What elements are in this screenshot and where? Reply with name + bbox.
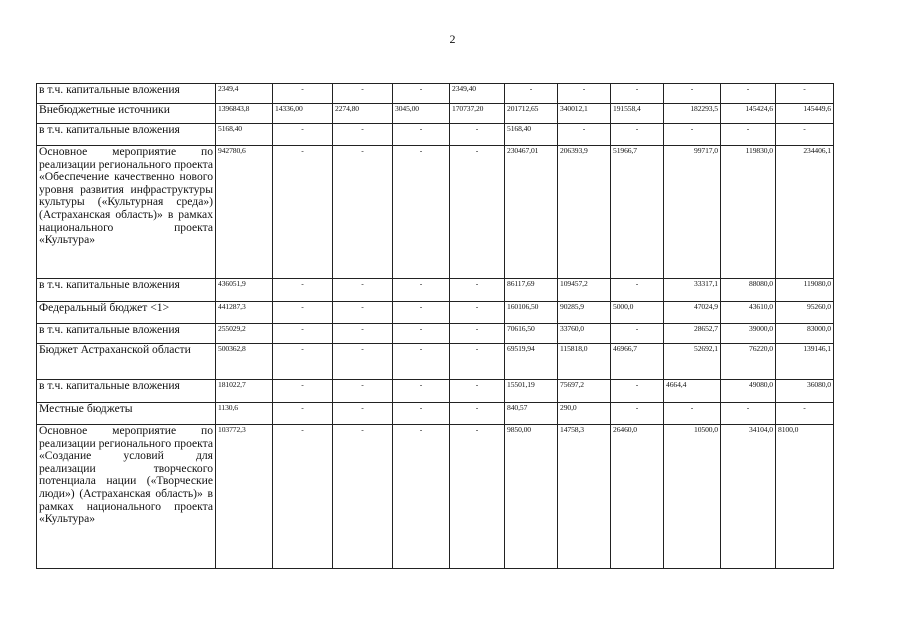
table-cell: - xyxy=(333,403,393,425)
table-cell: 14758,3 xyxy=(558,425,611,569)
table-cell: - xyxy=(611,124,664,146)
table-cell: - xyxy=(393,124,450,146)
table-cell: 255029,2 xyxy=(216,324,273,344)
table-cell: 942780,6 xyxy=(216,146,273,279)
table-cell: 2274,80 xyxy=(333,104,393,124)
table-cell: 1396843,8 xyxy=(216,104,273,124)
table-row xyxy=(37,324,834,344)
table-cell: 139146,1 xyxy=(776,344,834,380)
table-row xyxy=(37,425,834,569)
table-cell: 26460,0 xyxy=(611,425,664,569)
table-cell: - xyxy=(611,324,664,344)
table-cell: 33317,1 xyxy=(664,279,721,302)
table-cell: - xyxy=(776,124,834,146)
table-cell: - xyxy=(393,425,450,569)
table-cell: - xyxy=(450,403,505,425)
table-cell: 182293,5 xyxy=(664,104,721,124)
table-cell: 181022,7 xyxy=(216,380,273,403)
table-cell: - xyxy=(721,124,776,146)
table-cell: 14336,00 xyxy=(273,104,333,124)
table-cell: 290,0 xyxy=(558,403,611,425)
table-cell: 5168,40 xyxy=(505,124,558,146)
table-cell: - xyxy=(450,124,505,146)
table-cell: - xyxy=(450,324,505,344)
table-cell: 39000,0 xyxy=(721,324,776,344)
table-cell: - xyxy=(776,84,834,104)
table-cell: - xyxy=(333,279,393,302)
table-cell: 160106,50 xyxy=(505,302,558,324)
row-label: Основное мероприятие по реализации регионального проекта «Создание условий для реализации творческого потенциала нации («Творческие люди») (Астраханская область)» в рамках национального проекта «Культура» xyxy=(37,425,216,569)
table-cell: - xyxy=(393,84,450,104)
table-cell: 28652,7 xyxy=(664,324,721,344)
table-cell: 43610,0 xyxy=(721,302,776,324)
table-cell: - xyxy=(611,84,664,104)
table-cell: 49080,0 xyxy=(721,380,776,403)
table-cell: 103772,3 xyxy=(216,425,273,569)
table-cell: 1130,6 xyxy=(216,403,273,425)
table-cell: - xyxy=(273,84,333,104)
table-cell: - xyxy=(333,425,393,569)
table-cell: - xyxy=(333,380,393,403)
row-label: в т.ч. капитальные вложения xyxy=(37,124,216,146)
table-cell: - xyxy=(273,302,333,324)
table-cell: - xyxy=(273,279,333,302)
table-cell: - xyxy=(273,146,333,279)
table-cell: 201712,65 xyxy=(505,104,558,124)
table-cell: 119830,0 xyxy=(721,146,776,279)
table-cell: - xyxy=(721,84,776,104)
table-cell: 76220,0 xyxy=(721,344,776,380)
row-label: Местные бюджеты xyxy=(37,403,216,425)
row-label: Основное мероприятие по реализации регионального проекта «Обеспечение качественно нового уровня развития инфраструктуры культуры («Культурная среда») (Астраханская область)» в рамках национального проекта «Культура» xyxy=(37,146,216,279)
table-cell: - xyxy=(273,380,333,403)
table-cell: 83000,0 xyxy=(776,324,834,344)
table-cell: - xyxy=(273,403,333,425)
row-label: в т.ч. капитальные вложения xyxy=(37,380,216,403)
row-label: Федеральный бюджет <1> xyxy=(37,302,216,324)
table-cell: - xyxy=(393,324,450,344)
table-cell: - xyxy=(721,403,776,425)
table-cell: - xyxy=(333,84,393,104)
table-cell: - xyxy=(393,279,450,302)
table-cell: 340012,1 xyxy=(558,104,611,124)
table-cell: 36080,0 xyxy=(776,380,834,403)
table-row xyxy=(37,279,834,302)
table-cell: 840,57 xyxy=(505,403,558,425)
table-cell: - xyxy=(505,84,558,104)
table-row xyxy=(37,403,834,425)
table-cell: 99717,0 xyxy=(664,146,721,279)
table-cell: - xyxy=(776,403,834,425)
table-cell: 10500,0 xyxy=(664,425,721,569)
table-cell: - xyxy=(450,146,505,279)
table-row xyxy=(37,302,834,324)
table-cell: 86117,69 xyxy=(505,279,558,302)
budget-table xyxy=(36,83,834,569)
table-cell: - xyxy=(273,425,333,569)
table-row xyxy=(37,344,834,380)
row-label: Бюджет Астраханской области xyxy=(37,344,216,380)
table-cell: - xyxy=(393,403,450,425)
table-cell: - xyxy=(333,344,393,380)
table-cell: 145449,6 xyxy=(776,104,834,124)
table-cell: 95260,0 xyxy=(776,302,834,324)
table-cell: - xyxy=(664,124,721,146)
table-row xyxy=(37,124,834,146)
table-cell: 5000,0 xyxy=(611,302,664,324)
table-cell: - xyxy=(333,146,393,279)
table-cell: 33760,0 xyxy=(558,324,611,344)
table-cell: - xyxy=(393,344,450,380)
table-row xyxy=(37,84,834,104)
table-cell: 9850,00 xyxy=(505,425,558,569)
table-cell: 145424,6 xyxy=(721,104,776,124)
table-cell: 15501,19 xyxy=(505,380,558,403)
table-cell: 34104,0 xyxy=(721,425,776,569)
table-cell: - xyxy=(611,380,664,403)
table-row xyxy=(37,104,834,124)
table-cell: - xyxy=(393,380,450,403)
table-row xyxy=(37,380,834,403)
table-cell: - xyxy=(333,124,393,146)
table-cell: 2349,40 xyxy=(450,84,505,104)
table-cell: 436051,9 xyxy=(216,279,273,302)
table-cell: 75697,2 xyxy=(558,380,611,403)
table-cell: 51966,7 xyxy=(611,146,664,279)
table-cell: 206393,9 xyxy=(558,146,611,279)
table-cell: 8100,0 xyxy=(776,425,834,569)
table-cell: 46966,7 xyxy=(611,344,664,380)
table-cell: 3045,00 xyxy=(393,104,450,124)
table-cell: 170737,20 xyxy=(450,104,505,124)
table-cell: - xyxy=(393,302,450,324)
table-cell: - xyxy=(333,324,393,344)
table-cell: - xyxy=(450,279,505,302)
table-row xyxy=(37,146,834,279)
table-cell: - xyxy=(333,302,393,324)
table-cell: - xyxy=(450,302,505,324)
table-cell: 441287,3 xyxy=(216,302,273,324)
row-label: в т.ч. капитальные вложения xyxy=(37,84,216,104)
table-cell: - xyxy=(273,324,333,344)
table-cell: - xyxy=(664,84,721,104)
table-cell: - xyxy=(273,124,333,146)
table-cell: 234406,1 xyxy=(776,146,834,279)
table-cell: 2349,4 xyxy=(216,84,273,104)
table-cell: - xyxy=(611,279,664,302)
table-cell: 4664,4 xyxy=(664,380,721,403)
row-label: Внебюджетные источники xyxy=(37,104,216,124)
table-cell: 230467,01 xyxy=(505,146,558,279)
table-cell: 119080,0 xyxy=(776,279,834,302)
table-cell: - xyxy=(664,403,721,425)
table-cell: 115818,0 xyxy=(558,344,611,380)
row-label: в т.ч. капитальные вложения xyxy=(37,279,216,302)
table-cell: - xyxy=(393,146,450,279)
table-cell: 500362,8 xyxy=(216,344,273,380)
table-cell: 5168,40 xyxy=(216,124,273,146)
table-cell: - xyxy=(450,425,505,569)
table-cell: 88080,0 xyxy=(721,279,776,302)
table-cell: 90285,9 xyxy=(558,302,611,324)
table-cell: - xyxy=(558,124,611,146)
table-cell: - xyxy=(558,84,611,104)
table-cell: 70616,50 xyxy=(505,324,558,344)
page-number: 2 xyxy=(449,32,456,46)
table-cell: - xyxy=(611,403,664,425)
table-cell: 52692,1 xyxy=(664,344,721,380)
table-cell: 191558,4 xyxy=(611,104,664,124)
row-label: в т.ч. капитальные вложения xyxy=(37,324,216,344)
table-cell: - xyxy=(450,380,505,403)
table-cell: 47024,9 xyxy=(664,302,721,324)
table-cell: 109457,2 xyxy=(558,279,611,302)
table-body xyxy=(37,84,834,569)
table-cell: - xyxy=(273,344,333,380)
table-cell: - xyxy=(450,344,505,380)
table-cell: 69519,94 xyxy=(505,344,558,380)
